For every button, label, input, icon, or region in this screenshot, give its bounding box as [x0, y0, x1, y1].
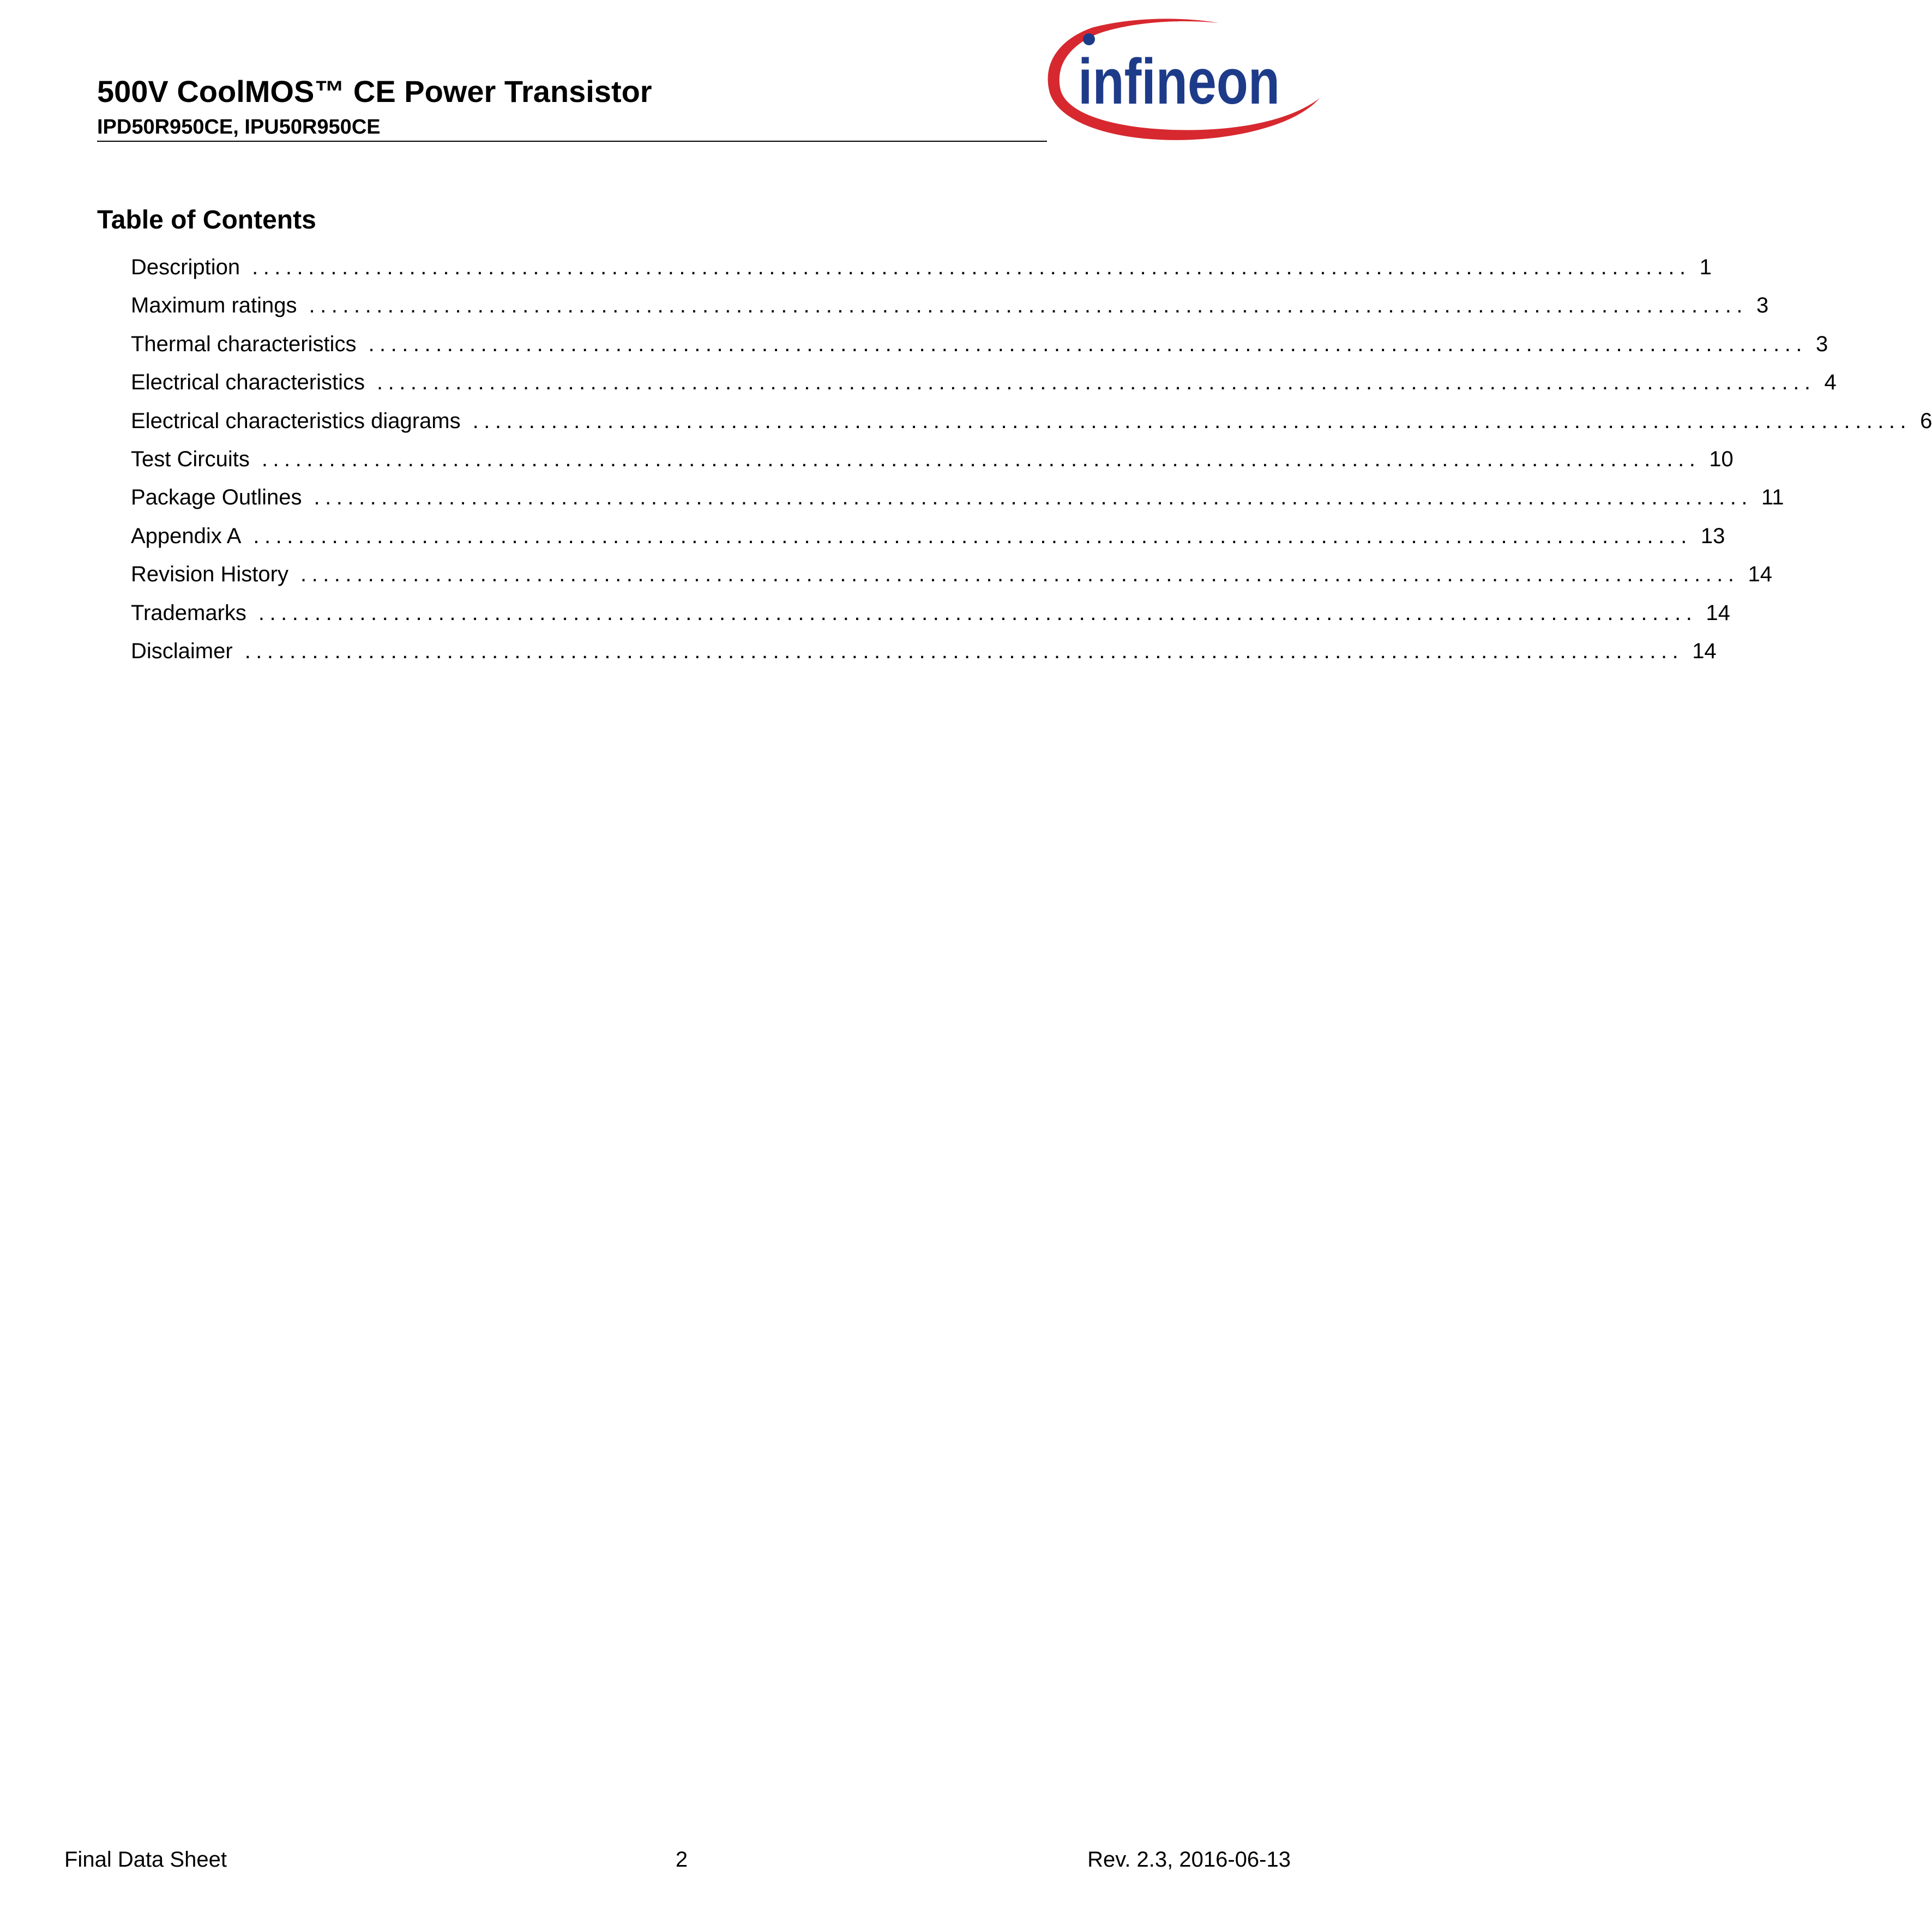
toc-entry-page[interactable]: 14 — [1748, 562, 1772, 587]
toc-entry[interactable] — [131, 639, 1717, 678]
toc-entry-page[interactable]: 1 — [1699, 255, 1712, 279]
footer-page-number: 2 — [675, 1848, 688, 1872]
toc-entry-page[interactable]: 13 — [1700, 524, 1725, 548]
toc-entry-label[interactable]: Disclaimer — [131, 639, 233, 663]
toc-dot-leader: ................................................................................................................................ — [314, 485, 1753, 510]
toc-entry-page[interactable]: 3 — [1756, 293, 1769, 318]
toc-dot-leader: ................................................................................................................................ — [472, 408, 1912, 433]
toc-entry[interactable] — [131, 293, 1769, 333]
toc-dot-leader: ................................................................................................................................ — [258, 600, 1698, 625]
toc-entry[interactable] — [131, 370, 1837, 410]
toc-entry[interactable] — [131, 332, 1828, 371]
toc-entry-label[interactable]: Trademarks — [131, 600, 246, 625]
toc-entry-page[interactable]: 10 — [1709, 447, 1734, 471]
toc-entry[interactable] — [131, 562, 1772, 601]
toc-entry-page[interactable]: 11 — [1761, 485, 1784, 510]
toc-entry-page[interactable]: 14 — [1706, 600, 1730, 625]
document-title: 500V CoolMOS™ CE Power Transistor — [97, 74, 652, 109]
toc-entry[interactable] — [131, 485, 1784, 525]
toc-entry-page[interactable]: 4 — [1824, 370, 1837, 395]
part-numbers: IPD50R950CE, IPU50R950CE — [97, 116, 381, 139]
toc-entry-label[interactable]: Package Outlines — [131, 485, 302, 510]
header-divider — [97, 141, 1047, 142]
toc-dot-leader: ................................................................................................................................ — [377, 370, 1816, 395]
toc-entry-label[interactable]: Revision History — [131, 562, 288, 587]
infineon-logo — [1039, 16, 1322, 145]
toc-entry[interactable] — [131, 408, 1932, 448]
toc-entry-page[interactable]: 6 — [1920, 408, 1932, 433]
toc-entry-page[interactable]: 3 — [1815, 332, 1828, 356]
toc-entry-page[interactable]: 14 — [1692, 639, 1717, 663]
toc-dot-leader: ................................................................................................................................ — [309, 293, 1748, 318]
footer-doc-type: Final Data Sheet — [64, 1848, 227, 1872]
toc-entry[interactable] — [131, 447, 1734, 486]
toc-entry-label[interactable]: Test Circuits — [131, 447, 250, 471]
toc-entry-label[interactable]: Appendix A — [131, 524, 242, 548]
footer-revision: Rev. 2.3, 2016-06-13 — [1087, 1848, 1291, 1872]
toc-entry-label[interactable]: Electrical characteristics — [131, 370, 365, 395]
toc-entry-label[interactable]: Description — [131, 255, 240, 279]
toc-entry[interactable] — [131, 255, 1712, 294]
logo-wordmark: infineon — [1078, 46, 1280, 118]
toc-dot-leader: ................................................................................................................................ — [300, 562, 1740, 587]
toc-dot-leader: ................................................................................................................................ — [252, 255, 1691, 279]
toc-dot-leader: ................................................................................................................................ — [261, 447, 1701, 471]
toc-dot-leader: ................................................................................................................................ — [244, 639, 1684, 663]
logo-dot — [1083, 33, 1095, 45]
toc-entry[interactable] — [131, 524, 1725, 563]
toc-entry[interactable] — [131, 600, 1730, 640]
toc-dot-leader: ................................................................................................................................ — [368, 332, 1807, 356]
toc-entry-label[interactable]: Electrical characteristics diagrams — [131, 408, 461, 433]
toc-entry-label[interactable]: Maximum ratings — [131, 293, 297, 318]
toc-entry-label[interactable]: Thermal characteristics — [131, 332, 357, 356]
toc-heading: Table of Contents — [97, 206, 316, 234]
toc-dot-leader: ................................................................................................................................ — [253, 524, 1692, 548]
toc-list — [131, 255, 1932, 678]
